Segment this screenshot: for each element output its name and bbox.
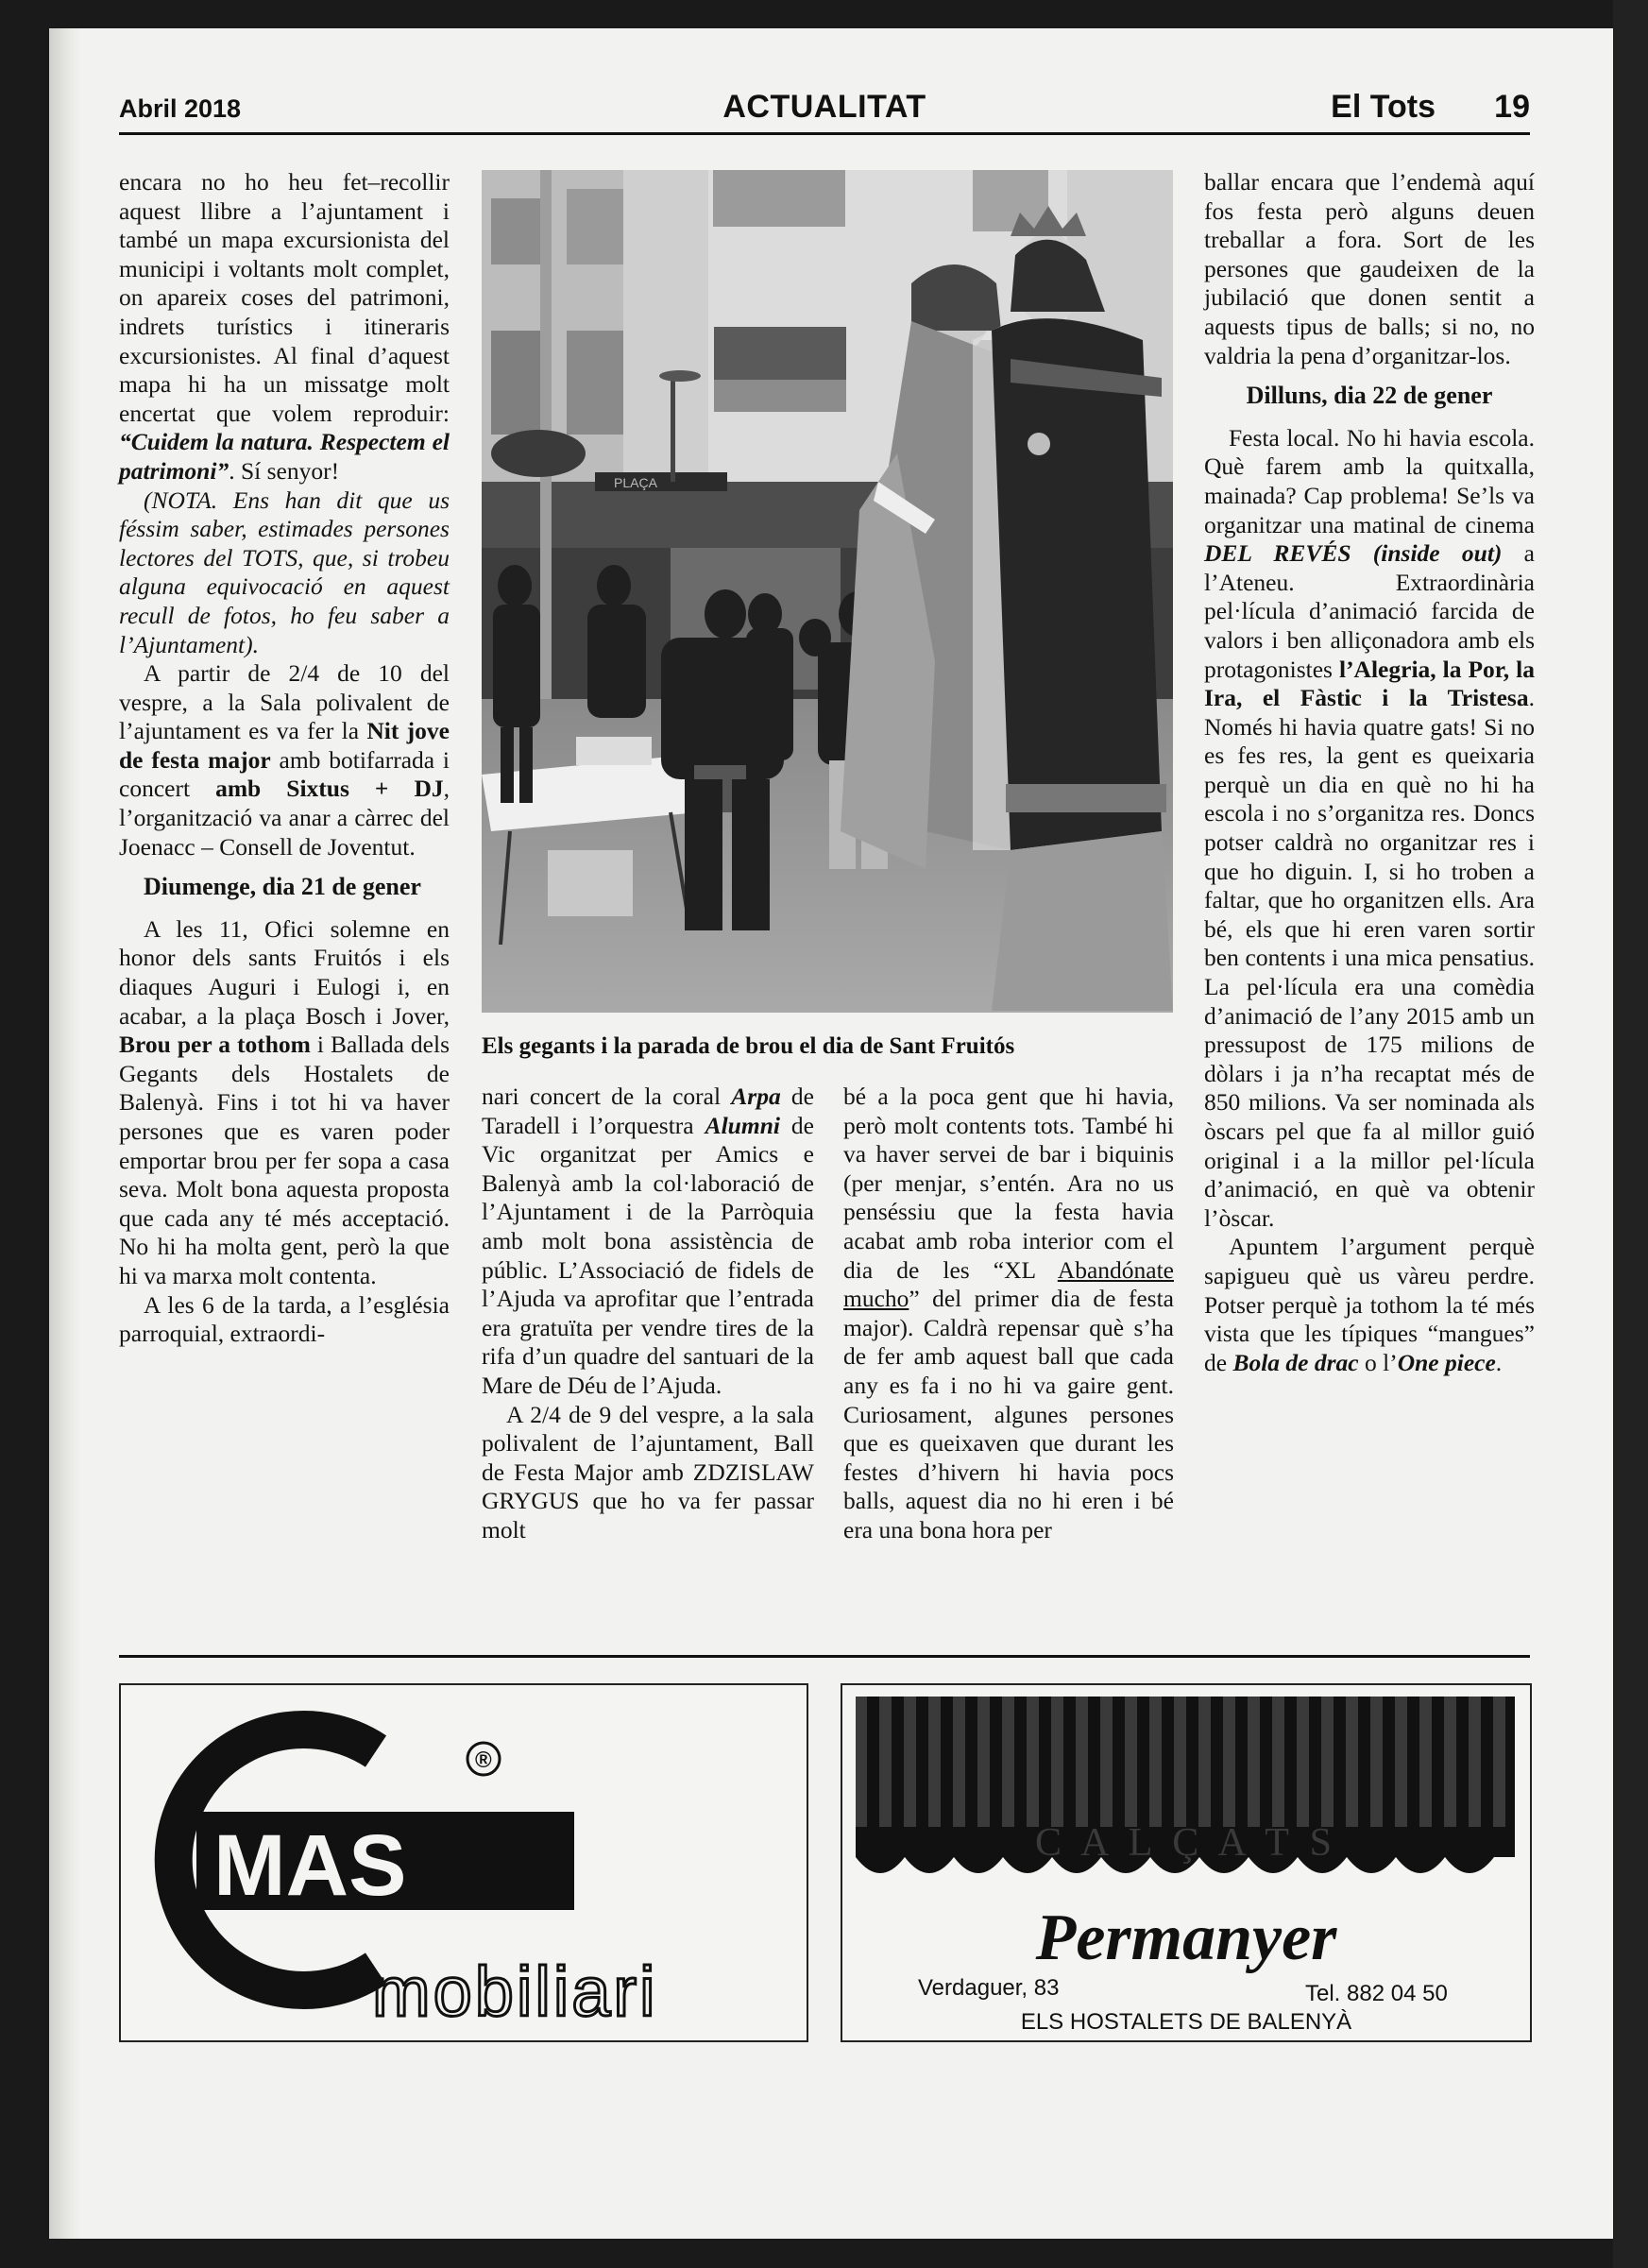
page-header — [119, 83, 1530, 130]
section-title: ACTUALITAT — [722, 89, 926, 125]
issue-date: Abril 2018 — [119, 94, 242, 123]
photo-caption: Els gegants i la parada de brou el dia de Sant Fruitós — [482, 1033, 1015, 1059]
paragraph: nari concert de la coral Arpa de Taradell i l’orquestra Alumni de Vic organitzat per Amics e Balenyà amb la col·laboració de l’Ajuntament i de la Parròquia amb molt bona assistència de públic. L’Associació de fidels de l’Ajuda va aprofitar que l’entrada era gratuïta per vendre tires de la rifa d’un quadre del santuari de la Mare de Déu de l’Ajuda. — [482, 1083, 815, 1399]
shop-sign: PLAÇA — [614, 475, 657, 490]
paragraph: encara no ho heu fet–recollir aquest llibre a l’ajuntament i també un mapa excursionista del municipi i voltants molt complet, on apareix coses del patrimoni, indrets turístics i itineraris excursionistes. Al final d’aquest mapa hi ha un missatge molt encertat que volem reproduir: “Cuidem la natura. Respectem el patrimoni”. Sí senyor! — [119, 168, 450, 485]
photo-illustration — [482, 170, 1173, 1013]
ad-calcats-permanyer — [841, 1683, 1532, 2042]
ads-separator — [119, 1655, 1530, 1658]
ad-mas-mobiliari — [119, 1683, 808, 2042]
shop-town: ELS HOSTALETS DE BALENYÀ — [1020, 2009, 1352, 2035]
paragraph: A les 6 de la tarda, a l’església parroquial, extraordi- — [119, 1290, 450, 1348]
note-paragraph: (NOTA. Ens han dit que us féssim saber, estimades persones lectores del TOTS, que, si trobeu alguna equivocació en aquest recull de fotos, ho feu saber a l’Ajuntament). — [119, 486, 450, 658]
shop-address: Verdaguer, 83 — [918, 1975, 1060, 2001]
paragraph: Festa local. No hi havia escola. Què farem amb la quitxalla, mainada? Cap problema! Se’ls va organitzar una matinal de cinema DEL REVÉS (inside out) a l’Ateneu. Extraordinària pel·lícula d’animació farcida de valors i ben alliçonadora amb els protagonistes l’Alegria, la Por, la Ira, el Fàstic i la Tristesa. Només hi havia quatre gats! Si no es fes res, la gent es queixaria perquè un dia en què no hi ha escola i no s’organitza res. Doncs potser caldrà no organitzar res i que ho diguin. I, si ho troben a faltar, que ho organitzen ells. Ara bé, els que hi eren varen sortir ben contents i una mica pensatius. La pel·lícula era una comèdia d’animació de l’any 2015 amb un pressupost de 175 milions de dòlars i ja n’ha recaptat més de 850 milions. Va ser nominada als òscars pel que fa al millor guió original i a la millor pel·lícula d’animació, en què va obtenir l’òscar. — [1204, 423, 1535, 1232]
paragraph: A 2/4 de 9 del vespre, a la sala polivalent de l’ajuntament, Ball de Festa Major amb ZDZISLAW GRYGUS que ho va fer passar molt — [482, 1400, 814, 1543]
registered-mark: ® — [475, 1748, 492, 1773]
paragraph: bé a la poca gent que hi havia, però molt contents tots. També hi va haver servei de bar i biquinis (per menjar, s’entén. Ara no us penséssiu que la festa havia acabat amb roba interior com el dia de les “XL Abandónate mucho” del primer dia de festa major). Caldrà repensar què s’ha de fer amb aquest ball que cada any es fa i no hi va gaire gent. Curiosament, algunes persones que es queixaven que durant les festes d’hivern hi havia pocs balls, aquest dia no hi eren i bé era una bona hora per — [843, 1083, 1174, 1543]
mas-tagline: mobiliari — [372, 1953, 658, 2031]
column-2 — [482, 1083, 814, 1545]
paragraph: Apuntem l’argument perquè sapigueu què us vàreu perdre. Potser perquè ja tothom la té més vista que les típiques “mangues” de Bola de drac o l’One piece. — [1204, 1233, 1535, 1376]
mas-logo — [121, 1685, 807, 2040]
section-heading-sunday: Diumenge, dia 21 de gener — [144, 873, 421, 901]
awning-text: C A L Ç A T S — [1034, 1821, 1338, 1865]
mas-brand: MAS — [213, 1817, 407, 1914]
scan-edge — [1613, 0, 1648, 2268]
page-number: 19 — [1494, 89, 1530, 125]
paragraph: A les 11, Ofici solemne en honor dels sants Fruitós i els diaques Auguri i Eulogi i, en acabar, a la plaça Bosch i Jover, Brou per a tothom i Ballada dels Gegants dels Hostalets de Balenyà. Fins i tot hi va haver persones que es varen poder emportar brou per fer sopa a casa seva. Molt bona aquesta proposta que cada any té més acceptació. No hi ha molta gent, però la que hi va marxa molt contenta. — [119, 914, 450, 1289]
column-3 — [843, 1083, 1174, 1545]
paragraph: A partir de 2/4 de 10 del vespre, a la Sala polivalent de l’ajuntament es va fer la Nit jove de festa major amb botifarrada i concert amb Sixtus + DJ, l’organització va anar a càrrec del Joenacc – Consell de Joventut. — [119, 659, 450, 861]
giants-photo — [482, 170, 1173, 1013]
page-spine — [49, 28, 81, 2239]
section-heading-monday: Dilluns, dia 22 de gener — [1246, 382, 1493, 410]
column-4 — [1204, 168, 1535, 1377]
paragraph: ballar encara que l’endemà aquí fos festa però alguns deuen treballar a fora. Sort de les persones que gaudeixen de la jubilació que donen sentit a aquests tipus de balls; si no, no valdria la pena d’organitzar-los. — [1204, 168, 1535, 369]
permanyer-ad-art — [842, 1685, 1530, 2040]
shop-phone: Tel. 882 04 50 — [1305, 1981, 1448, 2006]
permanyer-brand: Permanyer — [1035, 1901, 1337, 1974]
column-1 — [119, 168, 450, 1349]
magazine-name: El Tots — [1331, 89, 1436, 125]
quote: “Cuidem la natura. Respectem el patrimoni” — [119, 428, 450, 485]
header-rule — [119, 132, 1530, 135]
